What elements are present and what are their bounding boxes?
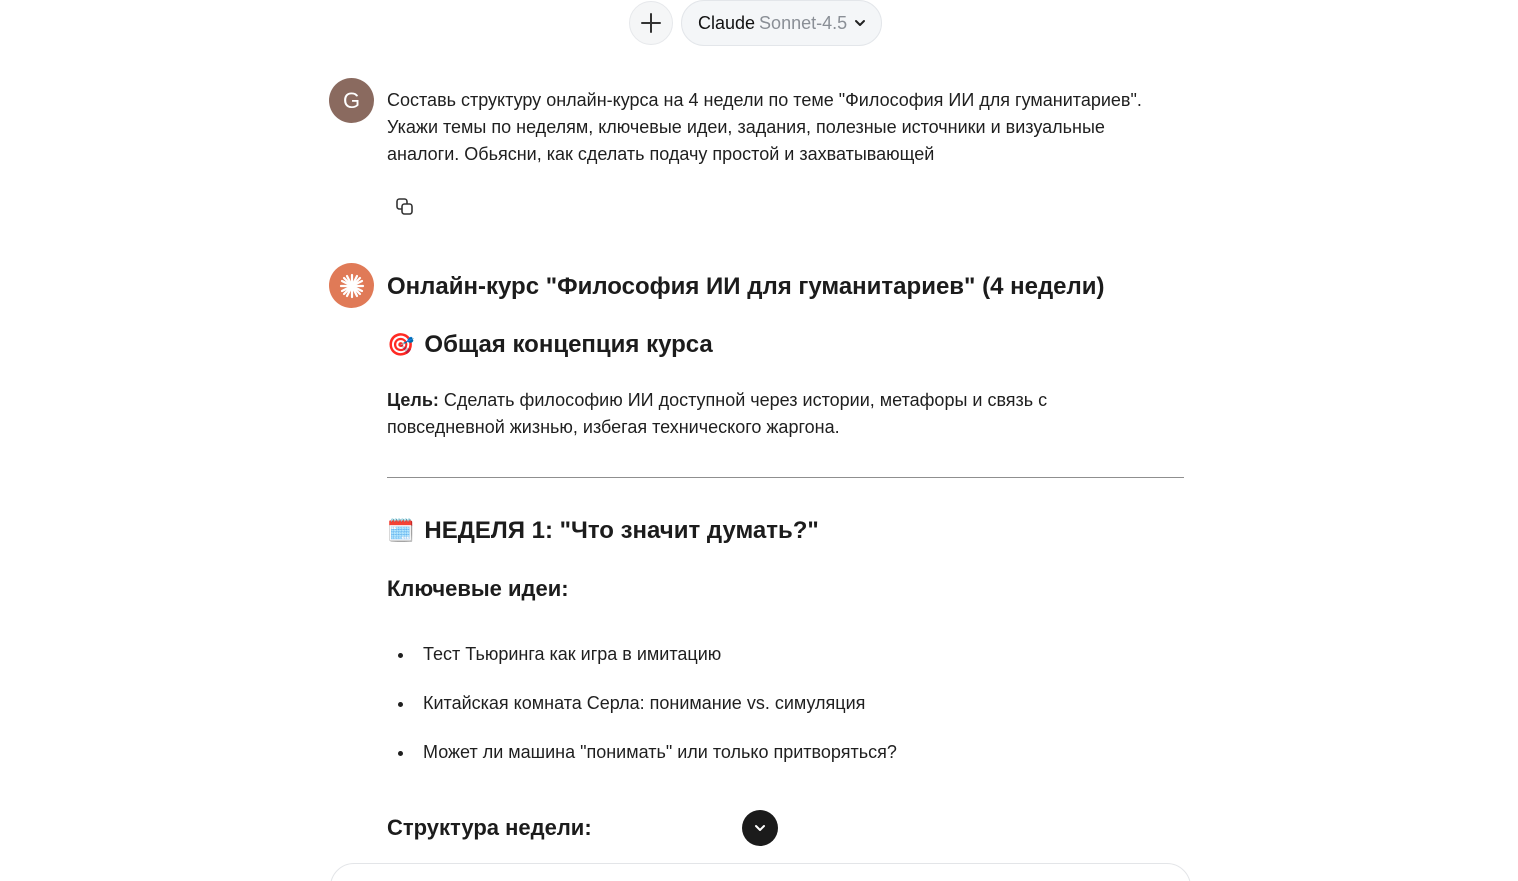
user-message-text: Составь структуру онлайн-курса на 4 недели по теме "Философия ИИ для гуманитариев". Укажи темы по неделям, ключевые идеи, задания, полезные источники и визуальные аналоги. Обьясни, как сделать подачу простой и захватывающей bbox=[387, 90, 1142, 164]
list-item: Может ли машина "понимать" или только притворяться? bbox=[387, 739, 1189, 766]
structure-heading: Структура недели: bbox=[387, 815, 592, 840]
key-ideas-heading: Ключевые идеи: bbox=[387, 576, 569, 601]
message-input-box[interactable] bbox=[330, 863, 1191, 881]
copy-icon bbox=[395, 197, 415, 217]
chevron-down-icon bbox=[753, 821, 767, 835]
model-version: Sonnet-4.5 bbox=[759, 12, 848, 33]
calendar-icon: 🗓️ bbox=[387, 518, 415, 543]
divider bbox=[387, 477, 1184, 478]
scroll-to-bottom-button[interactable] bbox=[742, 810, 778, 846]
top-bar bbox=[629, 0, 882, 46]
concept-heading-text: Общая концепция курса bbox=[424, 331, 713, 358]
concept-heading bbox=[387, 331, 1189, 359]
claude-logo-icon bbox=[339, 273, 365, 299]
list-item: Китайская комната Серла: понимание vs. симуляция bbox=[387, 690, 1189, 717]
course-title: Онлайн-курс "Философия ИИ для гуманитариев" (4 недели) bbox=[387, 273, 1105, 300]
goal-text: Сделать философию ИИ доступной через истории, метафоры и связь с повседневной жизнью, избегая технического жаргона. bbox=[387, 390, 1048, 437]
chevron-down-icon bbox=[853, 16, 867, 30]
model-selector[interactable] bbox=[681, 0, 882, 46]
assistant-avatar bbox=[329, 263, 374, 308]
week1-heading bbox=[387, 517, 1189, 545]
goal-paragraph bbox=[387, 387, 1087, 441]
goal-label: Цель: bbox=[387, 390, 439, 410]
assistant-message bbox=[329, 263, 1189, 842]
model-name: Claude bbox=[698, 12, 756, 33]
copy-button[interactable] bbox=[393, 195, 417, 219]
user-avatar bbox=[329, 78, 374, 123]
key-ideas-list bbox=[387, 641, 1189, 766]
target-icon: 🎯 bbox=[387, 332, 415, 357]
user-message bbox=[329, 78, 1189, 168]
user-avatar-letter: G bbox=[342, 87, 361, 113]
list-item: Тест Тьюринга как игра в имитацию bbox=[387, 641, 1189, 668]
new-chat-button[interactable] bbox=[629, 1, 673, 45]
plus-icon bbox=[640, 12, 662, 34]
week1-heading-text: НЕДЕЛЯ 1: "Что значит думать?" bbox=[424, 517, 819, 544]
